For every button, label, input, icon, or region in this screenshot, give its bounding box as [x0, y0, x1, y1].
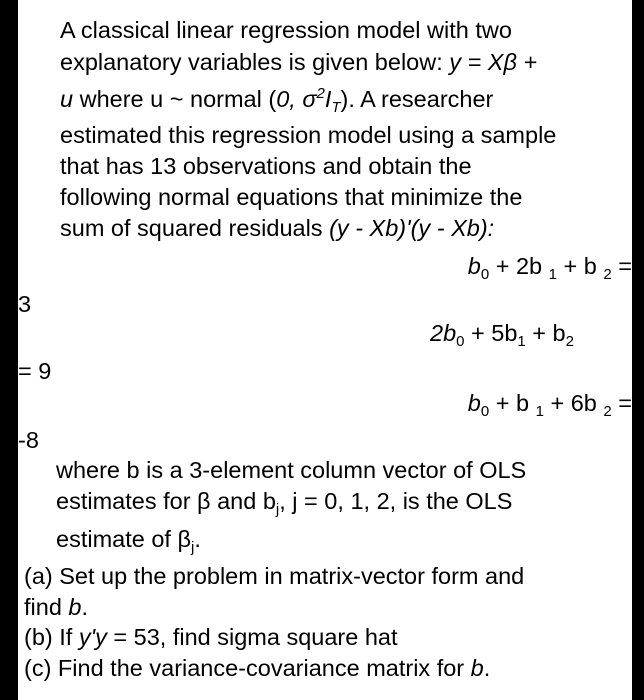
- question-c: (c) Find the variance-covariance matrix for b.: [24, 655, 491, 681]
- normal-equation-2: $2b_0 + 5b_1 + b_2$: [430, 320, 574, 350]
- equation-2-rhs: = 9: [18, 358, 52, 384]
- equation-3-rhs: -8: [18, 427, 39, 453]
- intro-line-4: estimated this regression model using a sample: [60, 122, 557, 148]
- intro-line-6: following normal equations that minimize the: [60, 184, 523, 210]
- question-a-line-2: find b.: [24, 594, 89, 620]
- intro-line-1: A classical linear regression model with two: [60, 17, 512, 43]
- equation-1-rhs: 3: [18, 291, 32, 317]
- where-line-3: estimate of $\beta_j$.: [56, 526, 201, 556]
- document-page: [18, 0, 632, 700]
- normal-equation-3: $b_0 + b$ $_1$ + 6b $_2$ =: [467, 390, 632, 420]
- residuals-expression: (y - Xb)'(y - Xb):: [329, 215, 495, 241]
- where-line-2: estimates for β and $b_j$, j = 0, 1, 2, is the OLS: [56, 488, 513, 518]
- intro-line-5: that has 13 observations and obtain the: [60, 153, 472, 179]
- question-a-line-1: (a) Set up the problem in matrix-vector form and: [24, 563, 525, 589]
- intro-line-7: sum of squared residuals (y - Xb)'(y - Xb):: [60, 215, 495, 241]
- model-equation: y = Xβ +: [449, 49, 538, 75]
- intro-line-2: explanatory variables is given below: y = Xβ +: [60, 49, 538, 75]
- distribution-params: 0, $\sigma^2I_T$: [276, 85, 341, 116]
- question-b: (b) If y'y = 53, find sigma square hat: [24, 624, 398, 650]
- where-line-1: where b is a 3-element column vector of OLS: [56, 457, 527, 483]
- intro-line-3: u where u ~ normal (0, $\sigma^2I_T$). A researcher: [60, 85, 494, 116]
- normal-equation-1: $b_0 + 2b$ $_1$ + b $_2$ =: [467, 253, 632, 283]
